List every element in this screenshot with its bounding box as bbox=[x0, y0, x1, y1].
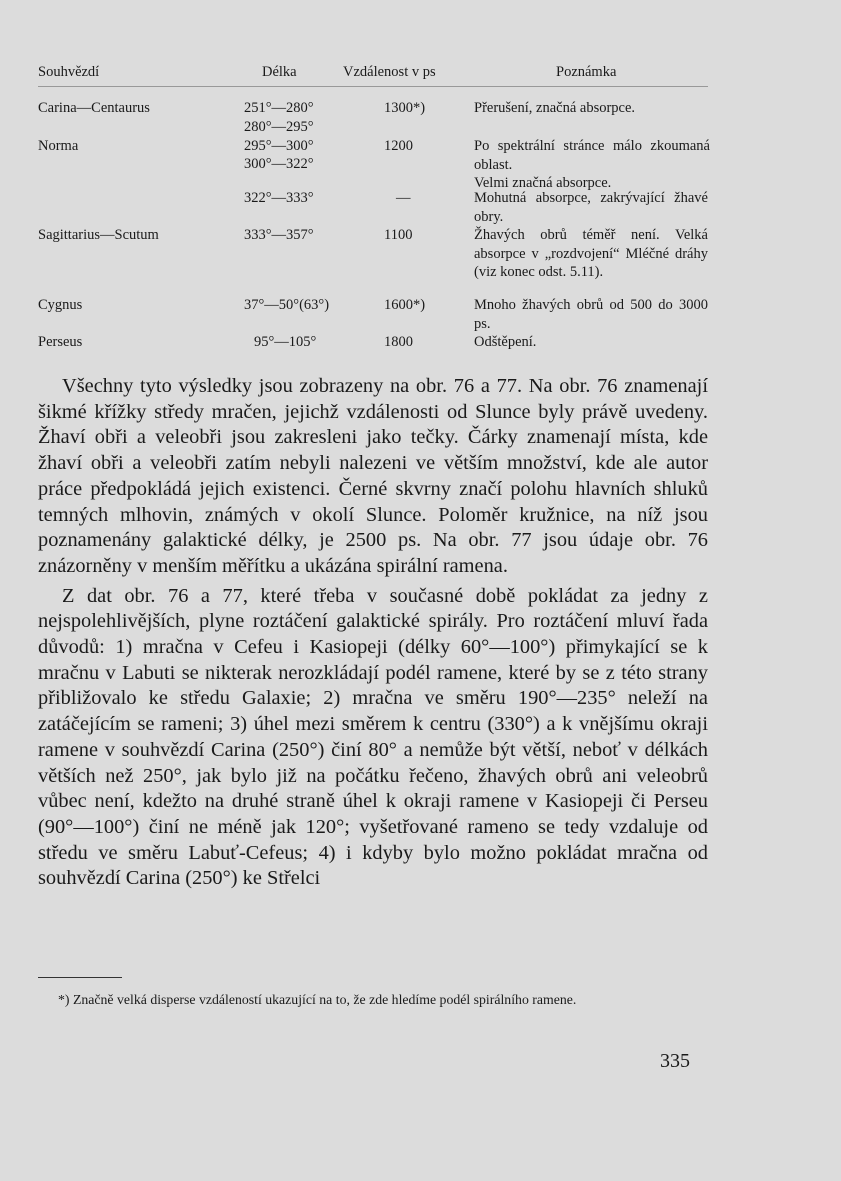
header-note: Poznámka bbox=[556, 64, 617, 80]
cell-constellation: Sagittarius—Scutum bbox=[38, 227, 159, 243]
cell-longitude: 37°—50°(63°) bbox=[244, 297, 330, 313]
cell-note: Velmi značná absorpce. bbox=[474, 175, 612, 191]
header-longitude: Délka bbox=[262, 64, 297, 80]
header-distance: Vzdálenost v ps bbox=[343, 64, 436, 80]
footnote: *) Značně velká disperse vzdáleností ukazující na to, že zde hledíme podél spirálního ramene. bbox=[58, 992, 577, 1007]
cell-constellation: Carina—Centaurus bbox=[38, 100, 150, 116]
cell-note: Žhavých obrů téměř není. Velká absorpce v „rozdvojení“ Mléčné dráhy (viz konec odst. 5.11). bbox=[474, 227, 708, 280]
cell-distance: 1600*) bbox=[384, 297, 426, 313]
cell-longitude: 333°—357° bbox=[244, 227, 314, 243]
cell-longitude: 251°—280° bbox=[244, 100, 314, 116]
paragraph: Z dat obr. 76 a 77, které třeba v současné době pokládat za jedny z nejspolehlivějších, plyne roztáčení galaktické spirály. Pro roztáčení mluví řada důvodů: 1) mračna v Cefeu i Kasiopeji (délky 60°—100°) přimykající se k mračnu v Labuti se nikterak nerozkládají podél ramene, které by se z této strany přibližovalo ke středu Galaxie; 2) mračna ve směru 190°—235° neleží na zatáčejícím se rameni; 3) úhel mezi směrem k centru (330°) a k vnějšímu okraji ramene v souhvězdí Carina (250°) činí 80° a nemůže být větší, neboť v délkách větších než 250°, jak bylo již na počátku řečeno, žhavých obrů ani veleobrů vůbec není, kdežto na druhé straně úhel k okraji ramene v Kasiopeji či Perseu (90°—100°) činí ne méně jak 120°; vyšetřované rameno se tedy vzdaluje od středu ve směru Labuť-Cefeus; 4) i kdyby bylo možno pokládat mračna od souhvězdí Carina (250°) ke Střelci bbox=[38, 584, 708, 890]
paragraph: Všechny tyto výsledky jsou zobrazeny na obr. 76 a 77. Na obr. 76 znamenají šikmé křížky středy mračen, jejichž vzdálenosti od Slunce byly právě uvedeny. Žhaví obři a veleobři jsou zakresleni jako tečky. Čárky znamenají místa, kde žhaví obři a veleobři zatím nebyli nalezeni ve větším množství, kde ale autor práce předpokládá jejich existenci. Černé skvrny značí polohu hlavních shluků temných mlhovin, známých v okolí Slunce. Poloměr kružnice, na níž jsou poznamenány galaktické délky, je 2500 ps. Na obr. 77 jsou údaje obr. 76 znázorněny v menším měřítku a ukázána spirální ramena. bbox=[38, 375, 708, 577]
cell-note: Přerušení, značná absorpce. bbox=[474, 100, 636, 116]
cell-longitude: 300°—322° bbox=[244, 156, 314, 172]
page-number: 335 bbox=[660, 1050, 690, 1072]
cell-distance: 1300*) bbox=[384, 100, 426, 116]
cell-distance: — bbox=[396, 190, 411, 206]
cell-longitude: 280°—295° bbox=[244, 119, 314, 135]
cell-constellation: Cygnus bbox=[38, 297, 83, 313]
footnote-rule bbox=[38, 977, 122, 978]
cell-longitude: 95°—105° bbox=[254, 334, 317, 350]
cell-longitude: 295°—300° bbox=[244, 138, 314, 154]
header-rule bbox=[38, 86, 708, 87]
cell-distance: 1800 bbox=[384, 334, 413, 350]
cell-note: Mnoho žhavých obrů od 500 do 3000 ps. bbox=[474, 297, 708, 332]
header-constellation: Souhvězdí bbox=[38, 64, 100, 80]
cell-distance: 1100 bbox=[384, 227, 413, 243]
cell-distance: 1200 bbox=[384, 138, 413, 154]
cell-note: Mohutná absorpce, zakrývající žhavé obry. bbox=[474, 190, 708, 225]
cell-longitude: 322°—333° bbox=[244, 190, 314, 206]
cell-constellation: Norma bbox=[38, 138, 79, 154]
cell-note: Po spektrální stránce málo zkoumaná oblast. bbox=[474, 138, 710, 173]
cell-constellation: Perseus bbox=[38, 334, 83, 350]
body-text bbox=[38, 374, 708, 892]
cell-note: Odštěpení. bbox=[474, 334, 537, 350]
